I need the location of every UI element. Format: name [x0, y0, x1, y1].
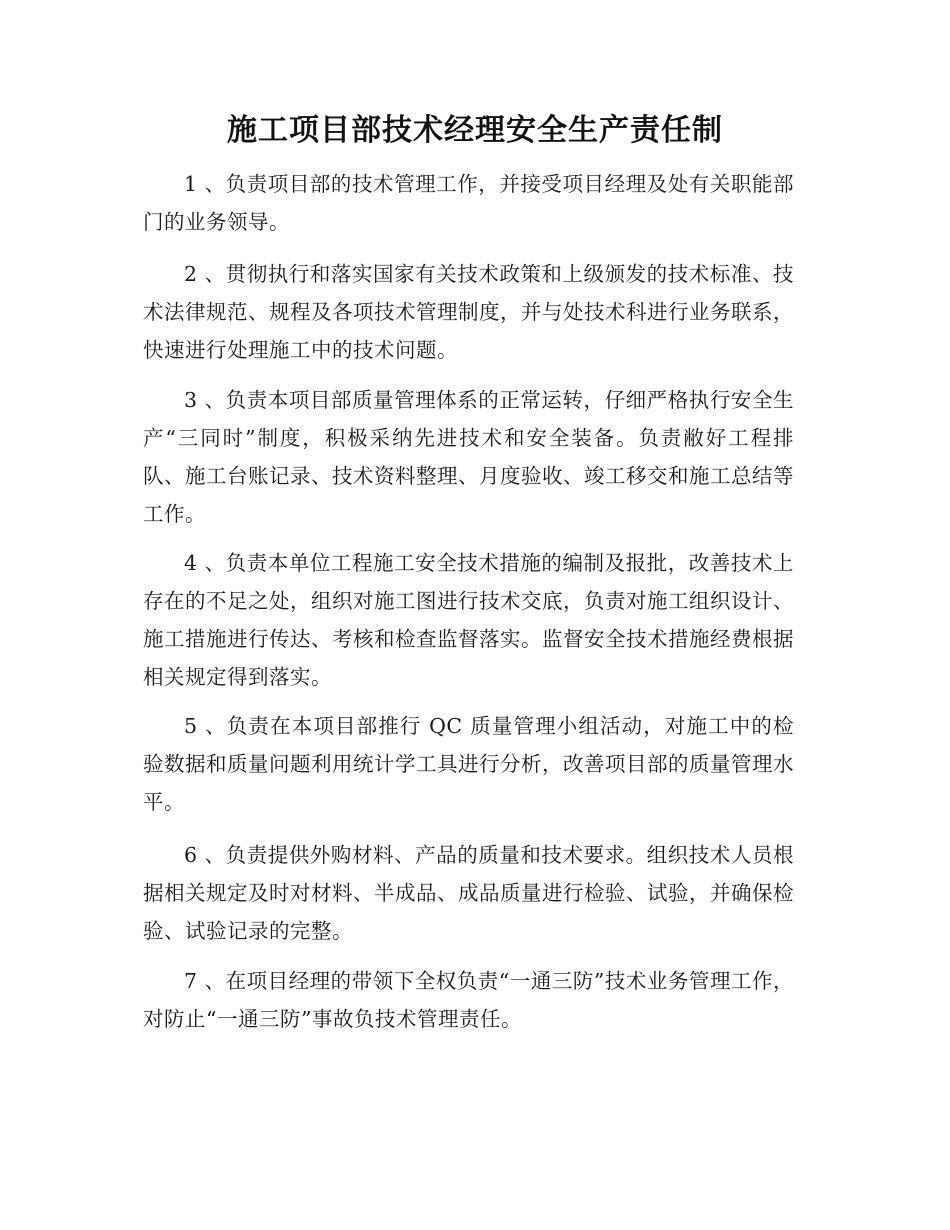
- paragraph-5: 5 、负责在本项目部推行 QC 质量管理小组活动，对施工中的检验数据和质量问题利用统计学工具进行分析，改善项目部的质量管理水平。: [143, 714, 794, 814]
- paragraph-7: 7 、在项目经理的带领下全权负责“一通三防”技术业务管理工作，对防止“一通三防”事故负技术管理责任。: [143, 969, 794, 1031]
- paragraph-3: 3 、负责本项目部质量管理体系的正常运转，仔细严格执行安全生产“三同时”制度，积极采纳先进技术和安全装备。负责敝好工程排队、施工台账记录、技术资料整理、月度验收、竣工移交和施工总结等工作。: [143, 388, 794, 526]
- paragraph-4: 4 、负责本单位工程施工安全技术措施的编制及报批，改善技术上存在的不足之处，组织对施工图进行技术交底，负责对施工组织设计、施工措施进行传达、考核和检查监督落实。监督安全技术措施经费根据相关规定得到落实。: [143, 551, 794, 689]
- paragraph-6: 6 、负责提供外购材料、产品的质量和技术要求。组织技术人员根据相关规定及时对材料、半成品、成品质量进行检验、试验，并确保检验、试验记录的完整。: [143, 843, 794, 943]
- document-title: 施工项目部技术经理安全生产责任制: [227, 113, 723, 148]
- paragraph-1: 1 、负责项目部的技术管理工作，并接受项目经理及处有关职能部门的业务领导。: [143, 172, 794, 234]
- paragraph-2: 2 、贯彻执行和落实国家有关技术政策和上级颁发的技术标准、技术法律规范、规程及各项技术管理制度，并与处技术科进行业务联系，快速进行处理施工中的技术问题。: [143, 262, 794, 362]
